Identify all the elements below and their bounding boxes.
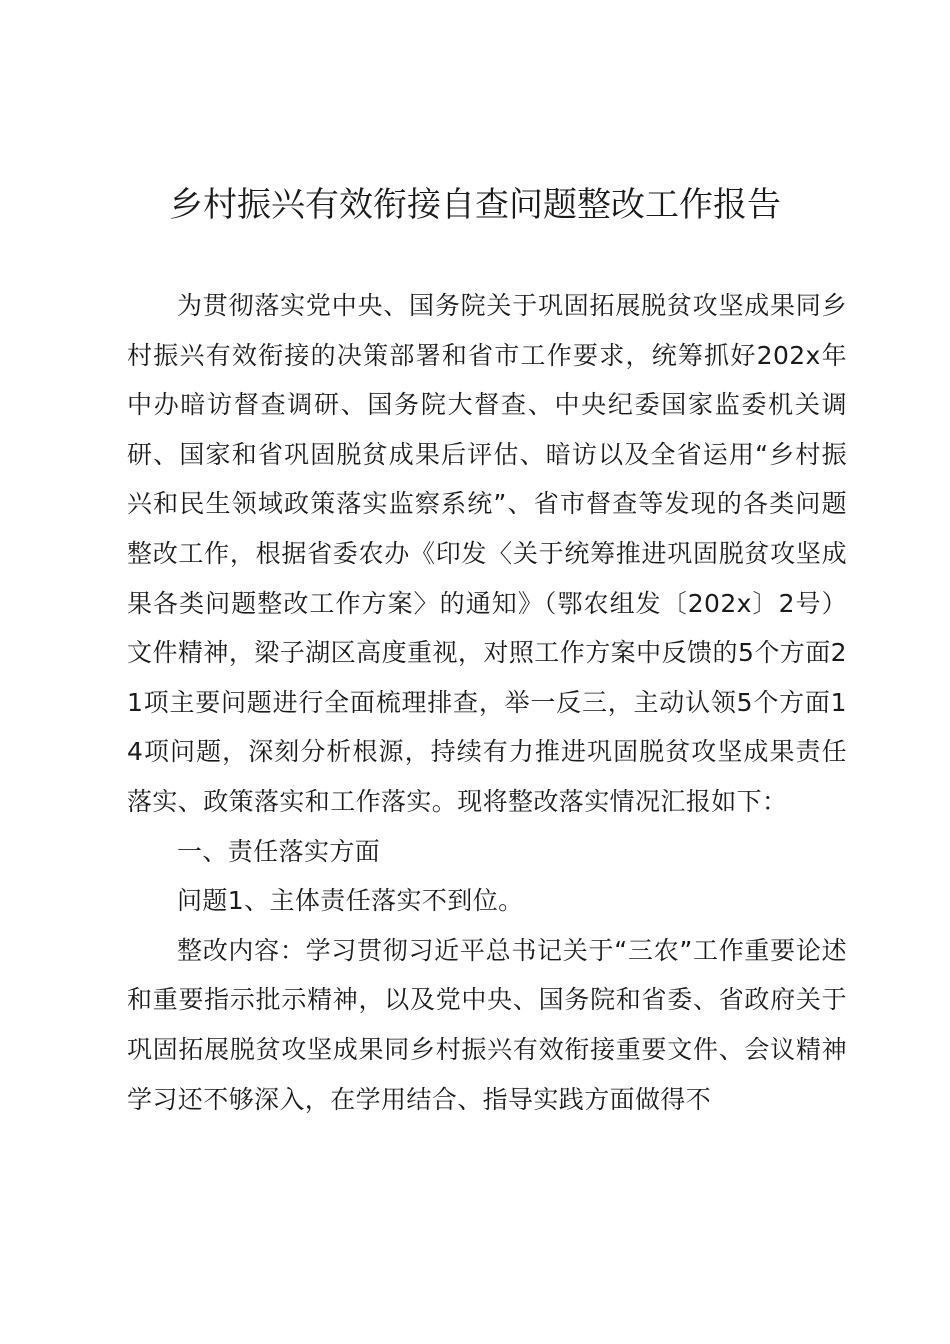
document-body bbox=[127, 281, 847, 1124]
section-heading: 一、责任落实方面 bbox=[177, 836, 381, 866]
paragraph-rectification: 整改内容：学习贯彻习近平总书记关于“三农”工作重要论述和重要指示批示精神，以及党中央、国务院和省委、省政府关于巩固拓展脱贫攻坚成果同乡村振兴有效衔接重要文件、会议精神学习还不够深入，在学用结合、指导实践方面做得不 bbox=[127, 935, 847, 1114]
problem-heading: 问题1、主体责任落实不到位。 bbox=[177, 886, 524, 916]
paragraph-intro: 为贯彻落实党中央、国务院关于巩固拓展脱贫攻坚成果同乡村振兴有效衔接的决策部署和省市工作要求，统筹抓好202x年中办暗访督查调研、国务院大督查、中央纪委国家监委机关调研、国家和省巩固脱贫成果后评估、暗访以及全省运用“乡村振兴和民生领域政策落实监察系统”、省市督查等发现的各类问题整改工作，根据省委农办《印发〈关于统筹推进巩固脱贫攻坚成果各类问题整改工作方案〉的通知》（鄂农组发〔202x〕2号）文件精神，梁子湖区高度重视，对照工作方案中反馈的5个方面21项主要问题进行全面梳理排查，举一反三，主动认领5个方面14项问题，深刻分析根源，持续有力推进巩固脱贫攻坚成果责任落实、政策落实和工作落实。现将整改落实情况汇报如下： bbox=[127, 291, 847, 816]
document-title: 乡村振兴有效衔接自查问题整改工作报告 bbox=[169, 185, 781, 225]
